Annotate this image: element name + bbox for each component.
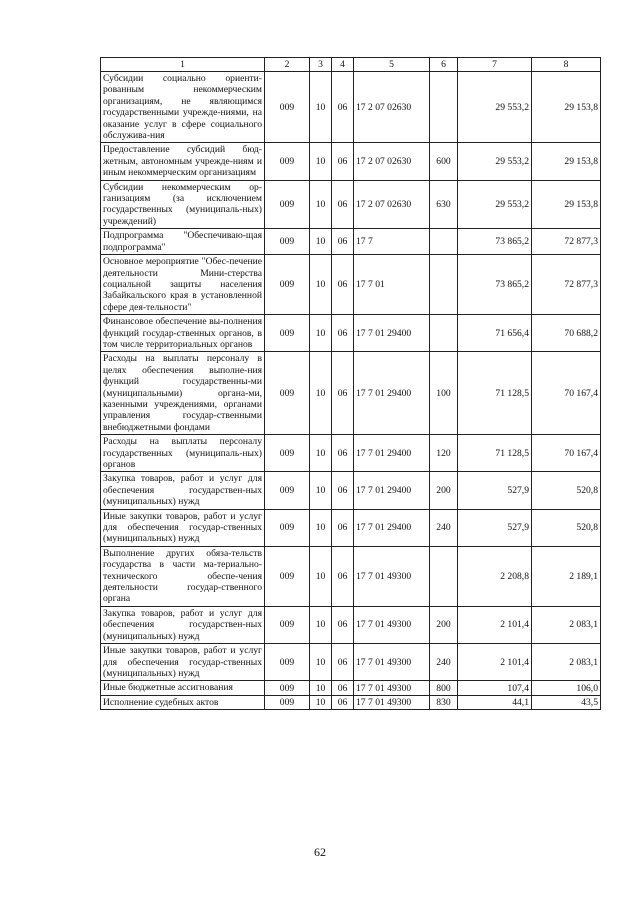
admin-code-cell: 009	[265, 229, 310, 255]
amount-year2-cell: 72 877,3	[532, 255, 601, 315]
header-cell: 1	[101, 58, 265, 72]
admin-code-cell: 009	[265, 509, 310, 546]
section-cell: 10	[310, 681, 332, 695]
amount-year1-cell: 73 865,2	[458, 255, 532, 315]
table-row	[101, 546, 601, 606]
amount-year1-cell: 71 128,5	[458, 352, 532, 435]
table-row	[101, 180, 601, 229]
amount-year2-cell: 2 083,1	[532, 606, 601, 643]
amount-year2-cell: 520,8	[532, 472, 601, 509]
section-cell: 10	[310, 255, 332, 315]
amount-year2-cell: 70 167,4	[532, 435, 601, 472]
expense-type-cell: 630	[430, 180, 458, 229]
amount-year2-cell: 2 083,1	[532, 644, 601, 681]
target-article-cell: 17 2 07 02630	[354, 143, 430, 180]
expense-type-cell	[430, 72, 458, 143]
row-description: Иные бюджетные ассигнования	[101, 681, 265, 695]
table-row	[101, 229, 601, 255]
amount-year1-cell: 107,4	[458, 681, 532, 695]
table-row	[101, 695, 601, 709]
expense-type-cell: 800	[430, 681, 458, 695]
row-description: Иные закупки товаров, работ и услуг для обеспечения государ-ственных (муниципальных) нужд	[101, 644, 265, 681]
table-row	[101, 143, 601, 180]
subsection-cell: 06	[332, 606, 354, 643]
subsection-cell: 06	[332, 255, 354, 315]
expense-type-cell: 830	[430, 695, 458, 709]
expense-type-cell: 600	[430, 143, 458, 180]
section-cell: 10	[310, 472, 332, 509]
table-row	[101, 472, 601, 509]
amount-year2-cell: 2 189,1	[532, 546, 601, 606]
target-article-cell: 17 7 01 49300	[354, 695, 430, 709]
target-article-cell: 17 7 01 29400	[354, 509, 430, 546]
expense-type-cell	[430, 315, 458, 352]
header-cell: 2	[265, 58, 310, 72]
subsection-cell: 06	[332, 472, 354, 509]
amount-year1-cell: 29 553,2	[458, 72, 532, 143]
amount-year1-cell: 29 553,2	[458, 180, 532, 229]
row-description: Финансовое обеспечение вы-полнения функций государ-ственных органов, в том числе территориальных органов	[101, 315, 265, 352]
header-cell: 5	[354, 58, 430, 72]
admin-code-cell: 009	[265, 681, 310, 695]
amount-year1-cell: 71 656,4	[458, 315, 532, 352]
budget-table	[100, 57, 601, 710]
amount-year2-cell: 72 877,3	[532, 229, 601, 255]
section-cell: 10	[310, 229, 332, 255]
table-row	[101, 606, 601, 643]
target-article-cell: 17 7 01 29400	[354, 435, 430, 472]
amount-year2-cell: 520,8	[532, 509, 601, 546]
target-article-cell: 17 2 07 02630	[354, 72, 430, 143]
amount-year1-cell: 2 208,8	[458, 546, 532, 606]
target-article-cell: 17 7 01 29400	[354, 352, 430, 435]
row-description: Подпрограмма "Обеспечиваю-щая подпрограмма"	[101, 229, 265, 255]
subsection-cell: 06	[332, 143, 354, 180]
expense-type-cell	[430, 229, 458, 255]
row-description: Основное мероприятие "Обес-печение деятельности Мини-стерства социальной защиты населения Забайкальского края в установленной сфере дея-тельности"	[101, 255, 265, 315]
subsection-cell: 06	[332, 644, 354, 681]
subsection-cell: 06	[332, 435, 354, 472]
admin-code-cell: 009	[265, 644, 310, 681]
table-row	[101, 72, 601, 143]
amount-year1-cell: 2 101,4	[458, 606, 532, 643]
row-description: Субсидии некоммерческим ор-ганизациям (за исключением государственных (муниципаль-ных) учреждений)	[101, 180, 265, 229]
admin-code-cell: 009	[265, 472, 310, 509]
table-row	[101, 315, 601, 352]
row-description: Закупка товаров, работ и услуг для обеспечения государствен-ных (муниципальных) нужд	[101, 606, 265, 643]
subsection-cell: 06	[332, 229, 354, 255]
table-row	[101, 352, 601, 435]
expense-type-cell: 240	[430, 644, 458, 681]
expense-type-cell	[430, 255, 458, 315]
section-cell: 10	[310, 315, 332, 352]
amount-year2-cell: 43,5	[532, 695, 601, 709]
row-description: Предоставление субсидий бюд-жетным, автономным учрежде-ниям и иным некоммерческим организациям	[101, 143, 265, 180]
amount-year1-cell: 44,1	[458, 695, 532, 709]
table-row	[101, 435, 601, 472]
section-cell: 10	[310, 606, 332, 643]
admin-code-cell: 009	[265, 352, 310, 435]
header-cell: 8	[532, 58, 601, 72]
subsection-cell: 06	[332, 72, 354, 143]
admin-code-cell: 009	[265, 695, 310, 709]
expense-type-cell: 240	[430, 509, 458, 546]
subsection-cell: 06	[332, 509, 354, 546]
header-cell: 4	[332, 58, 354, 72]
section-cell: 10	[310, 509, 332, 546]
admin-code-cell: 009	[265, 315, 310, 352]
expense-type-cell	[430, 546, 458, 606]
section-cell: 10	[310, 352, 332, 435]
admin-code-cell: 009	[265, 546, 310, 606]
expense-type-cell: 200	[430, 606, 458, 643]
subsection-cell: 06	[332, 352, 354, 435]
target-article-cell: 17 7 01 29400	[354, 472, 430, 509]
header-cell: 7	[458, 58, 532, 72]
table-header-row	[101, 58, 601, 72]
subsection-cell: 06	[332, 315, 354, 352]
row-description: Субсидии социально ориенти-рованным некоммерческим организациям, не являющимся государственными учрежде-ниями, на оказание услуг в сфере социального обслужива-ния	[101, 72, 265, 143]
row-description: Исполнение судебных актов	[101, 695, 265, 709]
admin-code-cell: 009	[265, 143, 310, 180]
subsection-cell: 06	[332, 546, 354, 606]
page-number: 62	[314, 845, 326, 859]
subsection-cell: 06	[332, 180, 354, 229]
admin-code-cell: 009	[265, 606, 310, 643]
section-cell: 10	[310, 180, 332, 229]
target-article-cell: 17 7 01	[354, 255, 430, 315]
amount-year2-cell: 29 153,8	[532, 72, 601, 143]
section-cell: 10	[310, 695, 332, 709]
expense-type-cell: 100	[430, 352, 458, 435]
target-article-cell: 17 7 01 49300	[354, 546, 430, 606]
expense-type-cell: 200	[430, 472, 458, 509]
section-cell: 10	[310, 143, 332, 180]
expense-type-cell: 120	[430, 435, 458, 472]
amount-year1-cell: 527,9	[458, 509, 532, 546]
row-description: Иные закупки товаров, работ и услуг для обеспечения государ-ственных (муниципальных) нужд	[101, 509, 265, 546]
amount-year2-cell: 29 153,8	[532, 143, 601, 180]
row-description: Закупка товаров, работ и услуг для обеспечения государствен-ных (муниципальных) нужд	[101, 472, 265, 509]
header-cell: 6	[430, 58, 458, 72]
amount-year1-cell: 73 865,2	[458, 229, 532, 255]
row-description: Расходы на выплаты персоналу в целях обеспечения выполне-ния функций государственны-ми (муниципальными) органа-ми, казенными учреждениями, органами управления государ-ственными внебюджетными фондами	[101, 352, 265, 435]
amount-year2-cell: 29 153,8	[532, 180, 601, 229]
amount-year1-cell: 71 128,5	[458, 435, 532, 472]
amount-year2-cell: 70 688,2	[532, 315, 601, 352]
amount-year1-cell: 2 101,4	[458, 644, 532, 681]
admin-code-cell: 009	[265, 435, 310, 472]
target-article-cell: 17 7	[354, 229, 430, 255]
table-row	[101, 509, 601, 546]
section-cell: 10	[310, 435, 332, 472]
target-article-cell: 17 7 01 49300	[354, 644, 430, 681]
amount-year1-cell: 29 553,2	[458, 143, 532, 180]
target-article-cell: 17 7 01 29400	[354, 315, 430, 352]
header-cell: 3	[310, 58, 332, 72]
target-article-cell: 17 2 07 02630	[354, 180, 430, 229]
table-row	[101, 644, 601, 681]
row-description: Расходы на выплаты персоналу государственных (муниципаль-ных) органов	[101, 435, 265, 472]
amount-year1-cell: 527,9	[458, 472, 532, 509]
row-description: Выполнение других обяза-тельств государства в части ма-териально-технического обеспе-чения деятельности государ-ственного органа	[101, 546, 265, 606]
amount-year2-cell: 106,0	[532, 681, 601, 695]
admin-code-cell: 009	[265, 72, 310, 143]
table-row	[101, 255, 601, 315]
target-article-cell: 17 7 01 49300	[354, 681, 430, 695]
admin-code-cell: 009	[265, 180, 310, 229]
section-cell: 10	[310, 644, 332, 681]
amount-year2-cell: 70 167,4	[532, 352, 601, 435]
section-cell: 10	[310, 546, 332, 606]
admin-code-cell: 009	[265, 255, 310, 315]
target-article-cell: 17 7 01 49300	[354, 606, 430, 643]
subsection-cell: 06	[332, 681, 354, 695]
subsection-cell: 06	[332, 695, 354, 709]
section-cell: 10	[310, 72, 332, 143]
table-row	[101, 681, 601, 695]
